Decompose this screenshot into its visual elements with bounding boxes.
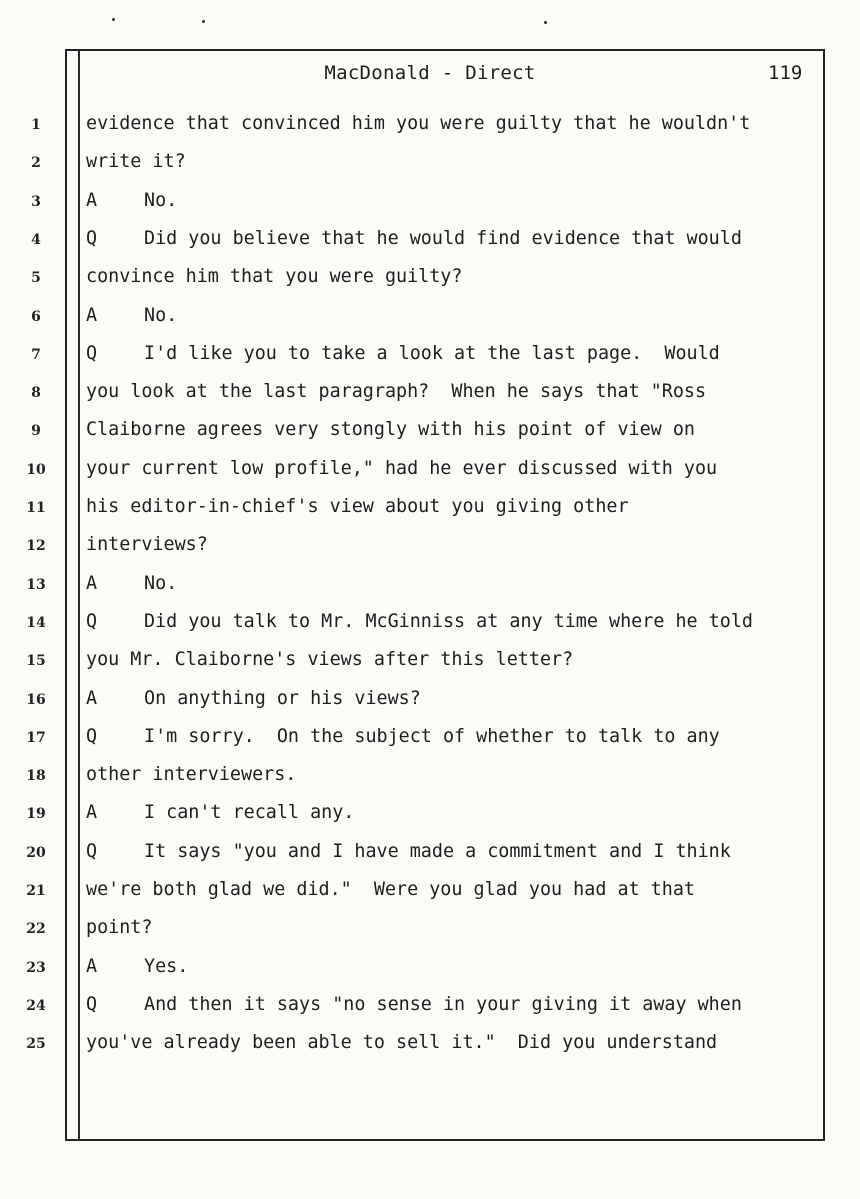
line-number: 9	[31, 423, 41, 439]
line-number: 18	[26, 768, 46, 784]
line-number: 15	[26, 653, 46, 669]
transcript-line	[86, 419, 695, 440]
line-text: No.	[144, 190, 178, 211]
transcript-line	[86, 802, 354, 823]
line-text: you Mr. Claiborne's views after this letter?	[86, 649, 574, 670]
line-text: I can't recall any.	[144, 802, 355, 823]
speaker-label: A	[86, 573, 98, 594]
transcript-line	[86, 879, 695, 900]
transcript-line	[86, 649, 573, 670]
line-number: 6	[31, 309, 41, 325]
line-text: you've already been able to sell it." Did you understand	[86, 1032, 718, 1053]
line-text: you look at the last paragraph? When he says that "Ross	[86, 381, 707, 402]
line-number: 16	[26, 692, 46, 708]
transcript-line	[86, 343, 720, 364]
line-number: 2	[31, 155, 41, 171]
line-text: Did you talk to Mr. McGinniss at any time where he told	[144, 611, 753, 632]
line-text: convince him that you were guilty?	[86, 266, 463, 287]
speaker-label: A	[86, 956, 98, 977]
line-number: 1	[31, 117, 41, 133]
line-number: 12	[26, 538, 46, 554]
line-number: 4	[31, 232, 41, 248]
speaker-label: Q	[86, 841, 98, 862]
transcript-line	[86, 841, 731, 862]
line-text: point?	[86, 917, 153, 938]
line-text: evidence that convinced him you were guilty that he wouldn't	[86, 113, 751, 134]
line-number: 24	[26, 998, 46, 1014]
line-number: 8	[31, 385, 41, 401]
line-number: 14	[26, 615, 46, 631]
line-text: And then it says "no sense in your giving it away when	[144, 994, 742, 1015]
line-text: On anything or his views?	[144, 688, 421, 709]
scan-speck	[544, 21, 547, 24]
page-number: 119	[768, 62, 803, 84]
line-number: 10	[26, 462, 46, 478]
transcript-line	[86, 266, 462, 287]
transcript-line	[86, 688, 421, 709]
line-text: write it?	[86, 151, 186, 172]
line-number: 13	[26, 577, 46, 593]
transcript-line	[86, 917, 152, 938]
transcript-line	[86, 305, 177, 326]
transcript-line	[86, 151, 186, 172]
transcript-line	[86, 726, 720, 747]
line-number: 19	[26, 806, 46, 822]
line-number: 23	[26, 960, 46, 976]
line-text: I'd like you to take a look at the last page. Would	[144, 343, 720, 364]
speaker-label: A	[86, 802, 98, 823]
line-text: other interviewers.	[86, 764, 297, 785]
line-text: I'm sorry. On the subject of whether to talk to any	[144, 726, 720, 747]
line-number: 17	[26, 730, 46, 746]
speaker-label: Q	[86, 228, 98, 249]
line-text: we're both glad we did." Were you glad you had at that	[86, 879, 695, 900]
transcript-line	[86, 381, 706, 402]
page-border	[65, 49, 825, 1141]
transcript-line	[86, 1032, 717, 1053]
line-text: No.	[144, 573, 178, 594]
line-number: 22	[26, 921, 46, 937]
line-number: 11	[26, 500, 46, 516]
speaker-label: Q	[86, 611, 98, 632]
speaker-label: A	[86, 190, 98, 211]
line-text: No.	[144, 305, 178, 326]
line-number: 25	[26, 1036, 46, 1052]
transcript-line	[86, 496, 629, 517]
page-title: MacDonald - Direct	[324, 62, 536, 84]
speaker-label: A	[86, 305, 98, 326]
line-number: 20	[26, 845, 46, 861]
speaker-label: Q	[86, 343, 98, 364]
transcript-line	[86, 113, 750, 134]
line-text: Claiborne agrees very stongly with his point of view on	[86, 419, 695, 440]
transcript-line	[86, 534, 208, 555]
line-text: his editor-in-chief's view about you giving other	[86, 496, 629, 517]
line-text: interviews?	[86, 534, 208, 555]
line-number: 7	[31, 347, 41, 363]
line-number: 3	[31, 194, 41, 210]
scan-speck	[112, 18, 115, 21]
transcript-line	[86, 764, 296, 785]
line-text: your current low profile," had he ever discussed with you	[86, 458, 718, 479]
line-text: It says "you and I have made a commitment and I think	[144, 841, 731, 862]
line-text: Yes.	[144, 956, 189, 977]
speaker-label: Q	[86, 994, 98, 1015]
transcript-line	[86, 458, 717, 479]
transcript-line	[86, 228, 742, 249]
scan-speck	[202, 20, 205, 23]
transcript-line	[86, 611, 753, 632]
speaker-label: Q	[86, 726, 98, 747]
transcript-line	[86, 190, 177, 211]
transcript-line	[86, 994, 742, 1015]
line-number: 21	[26, 883, 46, 899]
transcript-line	[86, 573, 177, 594]
margin-rule	[78, 50, 80, 1140]
line-number: 5	[31, 270, 41, 286]
transcript-line	[86, 956, 188, 977]
speaker-label: A	[86, 688, 98, 709]
line-text: Did you believe that he would find evidence that would	[144, 228, 742, 249]
